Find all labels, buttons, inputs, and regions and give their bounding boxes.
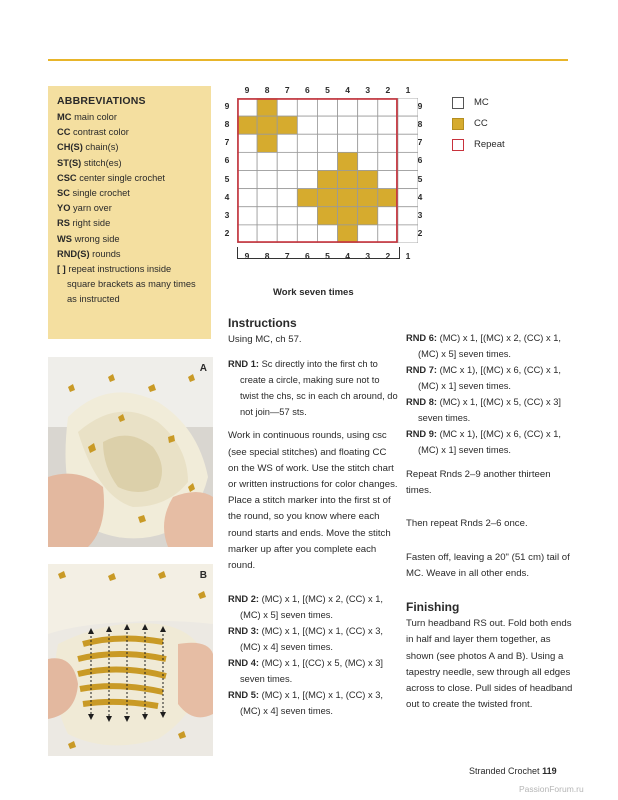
chart-number: 5 (325, 251, 330, 261)
chart-cell (237, 116, 257, 134)
page-number: 119 (542, 766, 557, 776)
chart-cell (378, 116, 398, 134)
chart-number: 2 (385, 85, 391, 95)
instructions-paragraph: Work in continuous rounds, using csc (see special stitches) and floating CC on the WS of work. Use the stitch chart or written instructions for color changes. Place a stitch marker into the first st of the round, so you know where each round starts and ends. Move the stitch marker up after you complete each round. (228, 430, 398, 572)
photo-b-label: B (199, 570, 207, 581)
chart-number: 1 (405, 251, 411, 261)
chart-cell (378, 207, 398, 225)
chart-number: 8 (264, 251, 270, 261)
chart-number: 7 (284, 85, 290, 95)
abbr-item: MC main color (57, 112, 117, 122)
chart-legend (452, 92, 505, 155)
chart-cell (297, 152, 317, 170)
chart-cell (378, 152, 398, 170)
abbr-item: CC contrast color (57, 127, 129, 138)
instructions-intro: Using MC, ch 57. (228, 334, 302, 346)
chart-cell (317, 171, 337, 189)
chart-cell (317, 207, 337, 225)
instructions-column-right (406, 330, 578, 713)
chart-grid-svg (237, 98, 418, 243)
chart-number: 8 (264, 85, 270, 95)
chart-cell (237, 225, 257, 243)
legend-cc (452, 113, 505, 134)
photo-a-label: A (199, 363, 207, 374)
chart-number: 3 (365, 251, 371, 261)
chart-cell (277, 98, 297, 116)
chart-number: 8 (417, 119, 423, 130)
abbr-item-repeat: [ ] repeat instructions inside (57, 264, 172, 275)
mc-swatch (452, 97, 464, 109)
repeat-instruction-2: Then repeat Rnds 2–6 once. (406, 518, 528, 530)
chart-cell (338, 98, 358, 116)
chart-number: 7 (284, 251, 290, 261)
chart-cell (257, 116, 277, 134)
legend-mc-label: MC (474, 97, 489, 108)
chart-cell (338, 225, 358, 243)
chart-cell (277, 189, 297, 207)
chart-cell (317, 116, 337, 134)
chart-cell (378, 189, 398, 207)
abbr-item: SC single crochet (57, 188, 130, 199)
chart-number: 3 (365, 85, 371, 95)
chart-cell (317, 189, 337, 207)
instructions-column-left (228, 315, 398, 719)
chart-cell (297, 189, 317, 207)
chart-cell (398, 171, 418, 189)
fasten-off-instruction: Fasten off, leaving a 20" (51 cm) tail of MC. Weave in all other ends. (406, 551, 570, 579)
abbr-item: RS right side (57, 218, 111, 229)
chart-cell (257, 171, 277, 189)
chart-cell (277, 207, 297, 225)
chart-number: 4 (224, 191, 230, 202)
chart-cell (358, 189, 378, 207)
chart-cell (257, 134, 277, 152)
chart-cell (338, 134, 358, 152)
chart-cell (297, 171, 317, 189)
abbr-item: WS wrong side (57, 233, 120, 244)
chart-cell (317, 98, 337, 116)
chart-cell (398, 98, 418, 116)
chart-cell (297, 134, 317, 152)
cc-swatch (452, 118, 464, 130)
chart-cell (338, 116, 358, 134)
repeat-instruction-1: Repeat Rnds 2–9 another thirteen times. (406, 469, 551, 497)
chart-number: 7 (417, 137, 423, 148)
chart-cell (398, 152, 418, 170)
chart-cell (237, 189, 257, 207)
chart-cell (358, 134, 378, 152)
chart-number: 2 (224, 227, 230, 238)
chart-cell (398, 207, 418, 225)
page-footer (469, 766, 557, 776)
abbr-item: YO yarn over (57, 203, 112, 214)
legend-cc-label: CC (474, 118, 488, 129)
chart-number: 6 (224, 155, 230, 166)
abbr-item: ST(S) stitch(es) (57, 157, 122, 168)
rnd-1: RND 1: Sc directly into the first ch to create a circle, making sure not to twist the chs, sc in each ch around, do not join—57 sts. (228, 359, 398, 418)
chart-cell (297, 98, 317, 116)
photo-b-image (48, 564, 213, 756)
chart-cell (398, 189, 418, 207)
chart-cell (398, 134, 418, 152)
abbreviations-box (48, 86, 211, 339)
chart-cell (237, 98, 257, 116)
chart-number: 6 (417, 155, 423, 166)
chart-cell (257, 152, 277, 170)
rnd-5: RND 5: (MC) x 1, [(MC) x 1, (CC) x 3, (MC) x 4] seven times. (228, 690, 383, 717)
chart-number: 6 (305, 251, 310, 261)
chart-cell (297, 207, 317, 225)
rnd-3: RND 3: (MC) x 1, [(MC) x 1, (CC) x 3, (MC) x 4] seven times. (228, 626, 383, 653)
chart-grid (237, 98, 418, 243)
chart-cell (398, 116, 418, 134)
chart-number: 6 (305, 85, 310, 95)
chart-number: 5 (224, 173, 230, 184)
rnd-8: RND 8: (MC) x 1, [(MC) x 5, (CC) x 3] seven times. (406, 397, 561, 423)
top-rule (48, 59, 568, 61)
rnd-2: RND 2: (MC) x 1, [(MC) x 2, (CC) x 1, (MC) x 5] seven times. (228, 594, 383, 621)
stitch-chart (222, 85, 426, 275)
rnd-6: RND 6: (MC) x 1, [(MC) x 2, (CC) x 1, (MC) x 5] seven times. (406, 333, 561, 359)
chart-number: 9 (417, 101, 423, 112)
chart-number: 9 (244, 85, 250, 95)
legend-repeat-label: Repeat (474, 139, 505, 150)
chart-number: 8 (224, 119, 230, 130)
abbr-item-repeat-cont: square brackets as many times (67, 279, 196, 290)
chart-number: 9 (244, 251, 250, 261)
chart-cell (317, 152, 337, 170)
chart-number: 4 (345, 251, 350, 261)
chart-number: 1 (405, 85, 411, 95)
work-seven-times-label: Work seven times (273, 287, 354, 298)
chart-cell (257, 98, 277, 116)
chart-number: 5 (417, 173, 423, 184)
chart-cell (358, 171, 378, 189)
chart-cell (317, 134, 337, 152)
chart-cell (237, 171, 257, 189)
chart-number: 7 (224, 137, 230, 148)
chart-cell (338, 189, 358, 207)
abbr-item: RND(S) rounds (57, 248, 121, 259)
chart-cell (237, 152, 257, 170)
chart-cell (378, 225, 398, 243)
chart-cell (317, 225, 337, 243)
chart-number: 5 (325, 85, 330, 95)
chart-number: 2 (385, 251, 391, 261)
chart-number: 4 (345, 85, 350, 95)
abbr-item-repeat-cont: as instructed (67, 294, 120, 305)
chart-cell (277, 134, 297, 152)
chart-cell (358, 225, 378, 243)
chart-number: 3 (224, 209, 230, 220)
watermark: PassionForum.ru (519, 784, 584, 794)
chart-cell (297, 116, 317, 134)
chart-cell (358, 116, 378, 134)
chart-cell (297, 225, 317, 243)
chart-cell (277, 225, 297, 243)
chart-cell (257, 207, 277, 225)
photo-a (48, 357, 213, 547)
rnd-9: RND 9: (MC x 1), [(MC) x 6, (CC) x 1, (MC) x 1] seven times. (406, 429, 561, 455)
chart-cell (277, 152, 297, 170)
chart-cell (358, 98, 378, 116)
chart-cell (378, 98, 398, 116)
chart-cell (398, 225, 418, 243)
chart-cell (277, 171, 297, 189)
book-title: Stranded Crochet (469, 766, 540, 776)
chart-cell (237, 207, 257, 225)
chart-cell (257, 225, 277, 243)
chart-cell (358, 207, 378, 225)
legend-mc (452, 92, 505, 113)
repeat-swatch (452, 139, 464, 151)
abbr-item: CSC center single crochet (57, 172, 166, 183)
chart-cell (237, 134, 257, 152)
legend-repeat (452, 134, 505, 155)
abbr-item: CH(S) chain(s) (57, 142, 119, 153)
finishing-text: Turn headband RS out. Fold both ends in half and layer them together, as shown (see photos A and B). Using a tapestry needle, sew through all edges across to close. Pull sides of headband out to create the twisted front. (406, 618, 573, 711)
chart-number: 2 (417, 227, 423, 238)
chart-cell (338, 152, 358, 170)
chart-number: 3 (417, 209, 423, 220)
finishing-heading: Finishing (406, 600, 460, 615)
instructions-heading: Instructions (228, 316, 297, 330)
chart-cell (338, 207, 358, 225)
abbreviations-title: ABBREVIATIONS (57, 95, 146, 107)
chart-cell (257, 189, 277, 207)
rnd-4: RND 4: (MC) x 1, [(CC) x 5, (MC) x 3] seven times. (228, 658, 383, 685)
chart-cell (358, 152, 378, 170)
photo-a-image (48, 357, 213, 547)
rnd-7: RND 7: (MC x 1), [(MC) x 6, (CC) x 1, (MC) x 1] seven times. (406, 365, 561, 391)
photo-b (48, 564, 213, 756)
chart-cell (277, 116, 297, 134)
chart-cell (378, 134, 398, 152)
chart-number: 9 (224, 101, 230, 112)
chart-cell (378, 171, 398, 189)
chart-number: 4 (417, 191, 423, 202)
chart-cell (338, 171, 358, 189)
